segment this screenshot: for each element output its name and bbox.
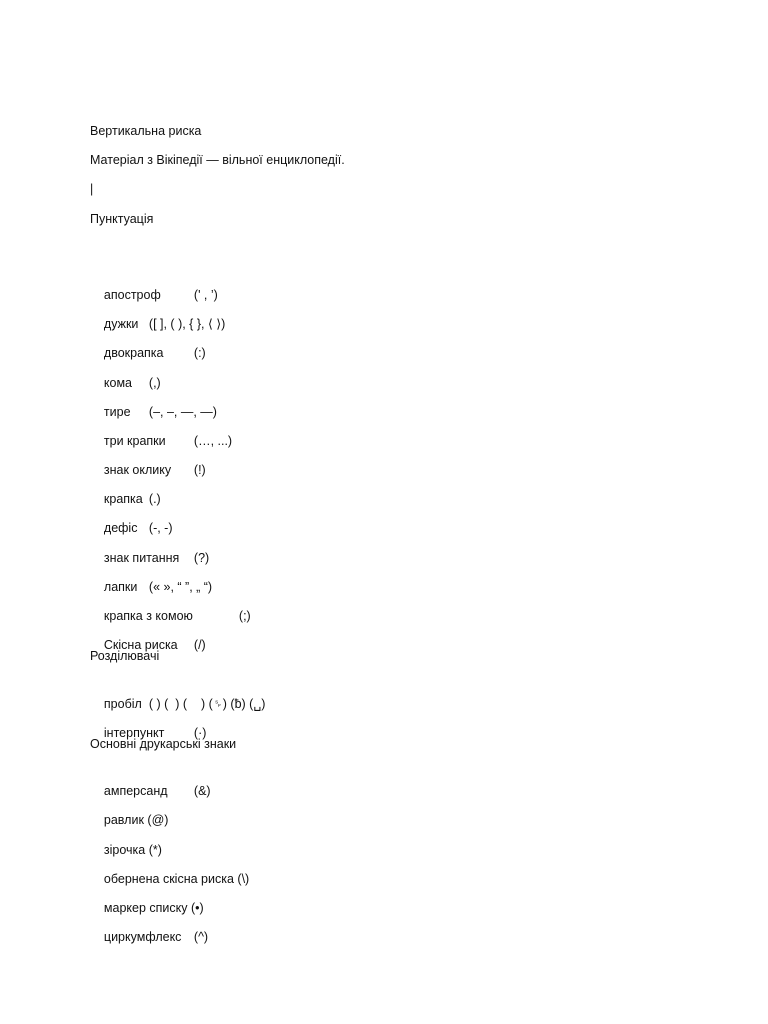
- item-symbols: (.): [148, 492, 161, 507]
- item-term: три крапки: [103, 433, 166, 448]
- item-symbols: (\): [237, 871, 250, 886]
- item-term: тире: [103, 404, 131, 419]
- item-symbols: ([ ], ( ), { }, ⟨ ⟩): [148, 317, 226, 332]
- item-symbols: (&): [193, 784, 211, 799]
- document-body: [90, 122, 730, 945]
- list-item: [90, 764, 730, 799]
- item-symbols: (·): [193, 725, 207, 740]
- item-term: пробіл: [103, 696, 142, 711]
- item-symbols: (@): [147, 813, 169, 828]
- list-item: [90, 823, 730, 857]
- section-heading-punctuation: Пунктуація: [90, 211, 154, 226]
- section-heading-typographic: Основні друкарські знаки: [90, 736, 237, 751]
- list-item: [90, 531, 730, 565]
- page-title: Вертикальна риска: [90, 124, 202, 138]
- list-item: [90, 501, 730, 536]
- item-term: Скісна риска: [103, 638, 178, 653]
- item-term: інтерпункт: [103, 725, 165, 740]
- item-term: лапки: [103, 579, 138, 594]
- item-term: крапка: [103, 492, 143, 507]
- item-term: апостроф: [103, 287, 161, 302]
- item-symbols: (,): [148, 375, 161, 390]
- item-term: дужки: [103, 317, 139, 332]
- item-symbols: (« », “ ”, „ “): [148, 579, 213, 594]
- list-item: [90, 677, 730, 711]
- item-term: дефіс: [103, 521, 138, 536]
- item-symbols: (' , ’): [193, 287, 218, 302]
- item-symbols: (*): [148, 842, 162, 857]
- item-term: зірочка: [103, 842, 146, 857]
- item-symbols: (:): [193, 346, 206, 361]
- item-term: амперсанд: [103, 784, 168, 799]
- item-term: маркер списку: [103, 900, 188, 915]
- item-term: знак оклику: [103, 463, 172, 478]
- list-item: [90, 385, 730, 419]
- item-term: кома: [103, 375, 133, 390]
- list-item: [90, 268, 730, 302]
- item-term: крапка з комою: [103, 609, 193, 624]
- item-symbols: (?): [193, 550, 210, 565]
- item-symbols: (‐, -): [148, 521, 173, 536]
- item-term: знак питання: [103, 550, 180, 565]
- item-term: циркумфлекс: [103, 930, 182, 945]
- vertical-bar-glyph: |: [90, 182, 94, 197]
- list-item: [90, 852, 730, 886]
- item-symbols: (/): [193, 638, 206, 653]
- item-term: равлик: [103, 813, 144, 828]
- item-term: двокрапка: [103, 346, 164, 361]
- page-subtitle: Матеріал з Вікіпедії — вільної енциклопедії.: [90, 153, 345, 168]
- section-heading-separators: Розділювачі: [90, 649, 160, 664]
- item-symbols: (…, ...): [193, 433, 233, 448]
- item-symbols: (•): [190, 900, 204, 915]
- item-symbols: (^): [193, 930, 209, 945]
- item-symbols: (!): [193, 463, 206, 478]
- item-term: обернена скісна риска: [103, 871, 234, 886]
- item-symbols: (‒, –, —, ―): [148, 404, 217, 419]
- item-symbols: (;): [238, 609, 251, 624]
- item-symbols: ( ) ( ) ( ) (␠) (ƀ) (␣): [148, 696, 266, 711]
